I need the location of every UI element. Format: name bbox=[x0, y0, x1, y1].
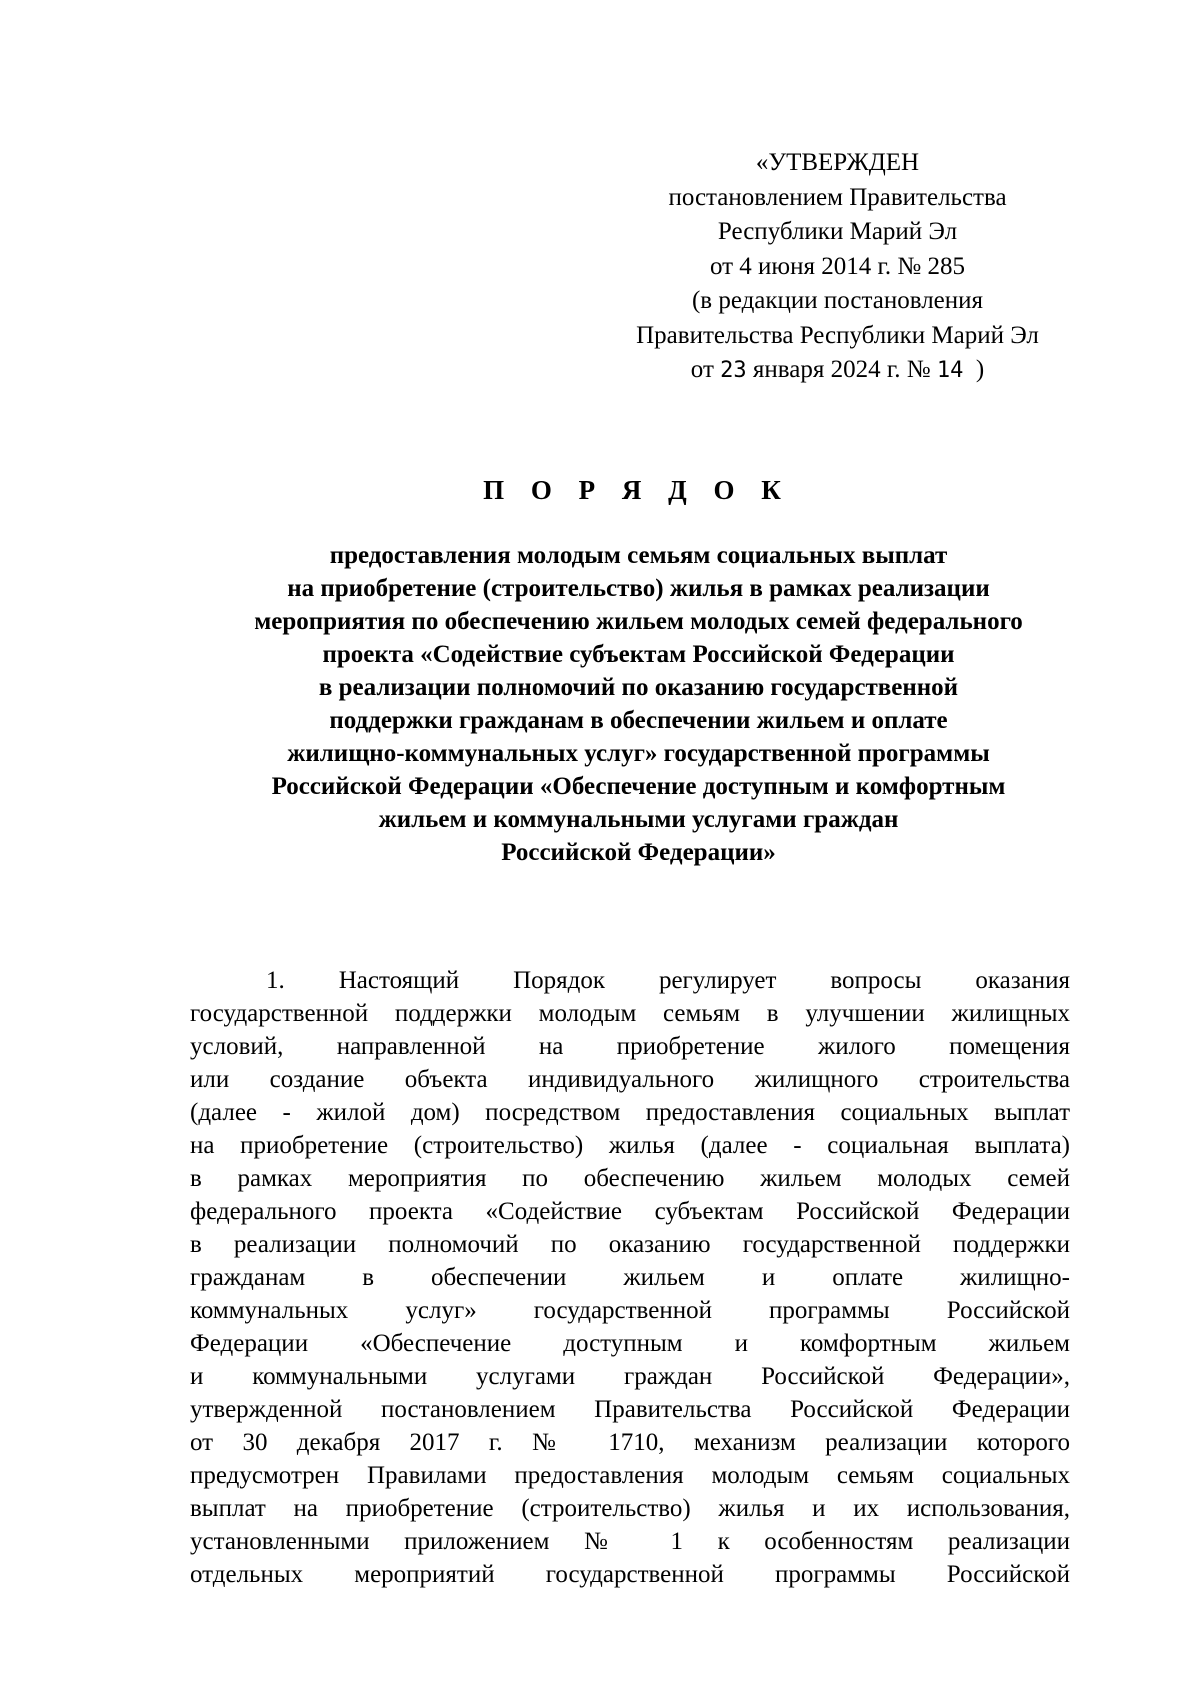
subtitle-line: поддержки гражданам в обеспечении жильем и оплате bbox=[329, 707, 948, 734]
paragraph-line: или создание объекта индивидуального жилищного строительства bbox=[190, 1066, 1070, 1093]
paragraph-line: в реализации полномочий по оказанию государственной поддержки bbox=[190, 1231, 1070, 1258]
paragraph-line: коммунальных услуг» государственной программы Российской bbox=[190, 1297, 1070, 1324]
amendment-number: 14 bbox=[936, 358, 964, 383]
paragraph-line: федерального проекта «Содействие субъектам Российской Федерации bbox=[190, 1198, 1070, 1225]
approval-line: «УТВЕРЖДЕН bbox=[755, 149, 920, 176]
subtitle-line: Российской Федерации» bbox=[501, 839, 776, 866]
paragraph-line: на приобретение (строительство) жилья (далее - социальная выплата) bbox=[190, 1132, 1070, 1159]
subtitle-line: мероприятия по обеспечению жильем молодых семей федерального bbox=[254, 608, 1023, 635]
approval-line: Республики Марий Эл bbox=[717, 218, 958, 245]
paragraph-line: утвержденной постановлением Правительства Российской Федерации bbox=[190, 1396, 1070, 1423]
paragraph-line: условий, направленной на приобретение жилого помещения bbox=[190, 1033, 1070, 1060]
subtitle-line: Российской Федерации «Обеспечение доступным и комфортным bbox=[271, 773, 1006, 800]
subtitle-line: проекта «Содействие субъектам Российской Федерации bbox=[322, 641, 955, 668]
paragraph-line: 1. Настоящий Порядок регулирует вопросы оказания bbox=[266, 967, 1070, 994]
subtitle-line: жильем и коммунальными услугами граждан bbox=[378, 806, 899, 833]
paragraph-line: установленными приложением № 1 к особенностям реализации bbox=[190, 1528, 1070, 1555]
paragraph-1 bbox=[190, 964, 1070, 1591]
paragraph-line: Федерации «Обеспечение доступным и комфортным жильем bbox=[190, 1330, 1070, 1357]
amendment-day: 23 bbox=[720, 358, 747, 383]
document-title: П О Р Я Д О К bbox=[483, 475, 791, 505]
approval-line: от 4 июня 2014 г. № 285 bbox=[709, 252, 966, 280]
paragraph-line: отдельных мероприятий государственной программы Российской bbox=[190, 1561, 1070, 1588]
document-subtitle bbox=[170, 539, 1107, 869]
amendment-line bbox=[600, 353, 1075, 389]
paragraph-line: государственной поддержки молодым семьям в улучшении жилищных bbox=[190, 1000, 1070, 1027]
subtitle-line: предоставления молодым семьям социальных выплат bbox=[329, 542, 948, 569]
approval-line: Правительства Республики Марий Эл bbox=[636, 321, 1039, 349]
paragraph-line: и коммунальными услугами граждан Российской Федерации», bbox=[190, 1363, 1070, 1390]
approval-line: постановлением Правительства bbox=[668, 183, 1007, 211]
paragraph-line: гражданам в обеспечении жильем и оплате жилищно- bbox=[190, 1264, 1070, 1291]
paragraph-line: от 30 декабря 2017 г. № 1710, механизм реализации которого bbox=[190, 1429, 1070, 1456]
subtitle-line: на приобретение (строительство) жилья в рамках реализации bbox=[287, 575, 990, 602]
subtitle-line: жилищно-коммунальных услуг» государственной программы bbox=[287, 740, 990, 767]
paragraph-line: в рамках мероприятия по обеспечению жильем молодых семей bbox=[190, 1165, 1070, 1192]
approval-block bbox=[600, 146, 1075, 389]
subtitle-line: в реализации полномочий по оказанию государственной bbox=[318, 674, 959, 701]
paragraph-line: выплат на приобретение (строительство) жилья и их использования, bbox=[190, 1495, 1070, 1522]
paragraph-line: предусмотрен Правилами предоставления молодым семьям социальных bbox=[190, 1462, 1070, 1489]
amendment-prefix: от bbox=[690, 356, 714, 383]
amendment-closing-paren: ) bbox=[975, 356, 985, 383]
approval-line: (в редакции постановления bbox=[691, 287, 984, 314]
amendment-date-number-label: января 2024 г. № bbox=[752, 356, 931, 383]
paragraph-line: (далее - жилой дом) посредством предоставления социальных выплат bbox=[190, 1099, 1070, 1126]
